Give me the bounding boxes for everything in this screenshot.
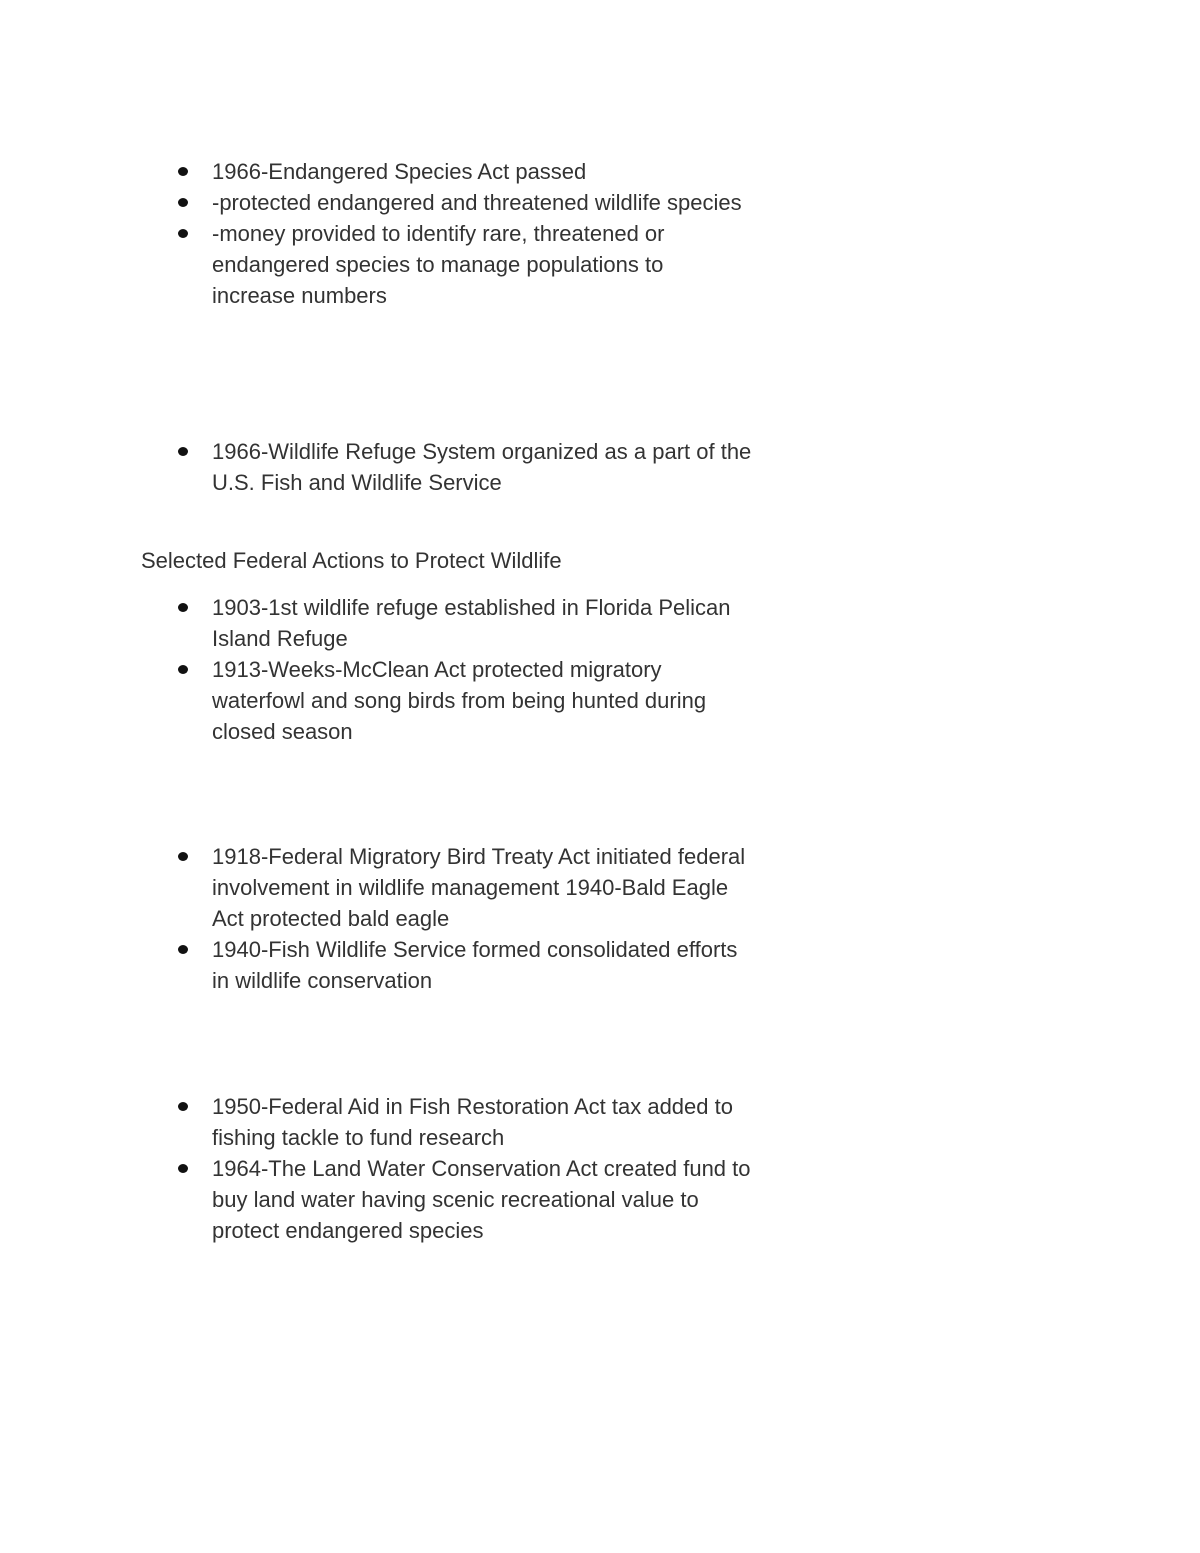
bullet-icon [178,603,188,612]
bullet-icon [178,852,188,861]
section-heading: Selected Federal Actions to Protect Wildlife [141,548,562,573]
list-item: 1964-The Land Water Conservation Act created fund to buy land water having scenic recreational value to protect endangered species [0,1153,752,1246]
bullet-list-5 [0,1091,1200,1246]
list-item: 1966-Endangered Species Act passed [0,156,752,187]
list-item: 1903-1st wildlife refuge established in Florida Pelican Island Refuge [0,592,752,654]
bullet-icon [178,447,188,456]
list-item: -money provided to identify rare, threatened or endangered species to manage populations to increase numbers [0,218,752,311]
bullet-list-2 [0,436,1200,498]
bullet-icon [178,198,188,207]
bullet-icon [178,665,188,674]
bullet-icon [178,1164,188,1173]
bullet-icon [178,229,188,238]
bullet-icon [178,1102,188,1111]
list-item: -protected endangered and threatened wildlife species [0,187,752,218]
bullet-list-4 [0,841,1200,996]
bullet-list-1 [0,156,1200,311]
list-item: 1913-Weeks-McClean Act protected migratory waterfowl and song birds from being hunted during closed season [0,654,752,747]
list-item: 1950-Federal Aid in Fish Restoration Act tax added to fishing tackle to fund research [0,1091,752,1153]
bullet-icon [178,167,188,176]
bullet-list-3 [0,592,1200,747]
list-item: 1966-Wildlife Refuge System organized as a part of the U.S. Fish and Wildlife Service [0,436,752,498]
list-item: 1940-Fish Wildlife Service formed consolidated efforts in wildlife conservation [0,934,752,996]
list-item: 1918-Federal Migratory Bird Treaty Act initiated federal involvement in wildlife management 1940-Bald Eagle Act protected bald eagle [0,841,752,934]
bullet-icon [178,945,188,954]
